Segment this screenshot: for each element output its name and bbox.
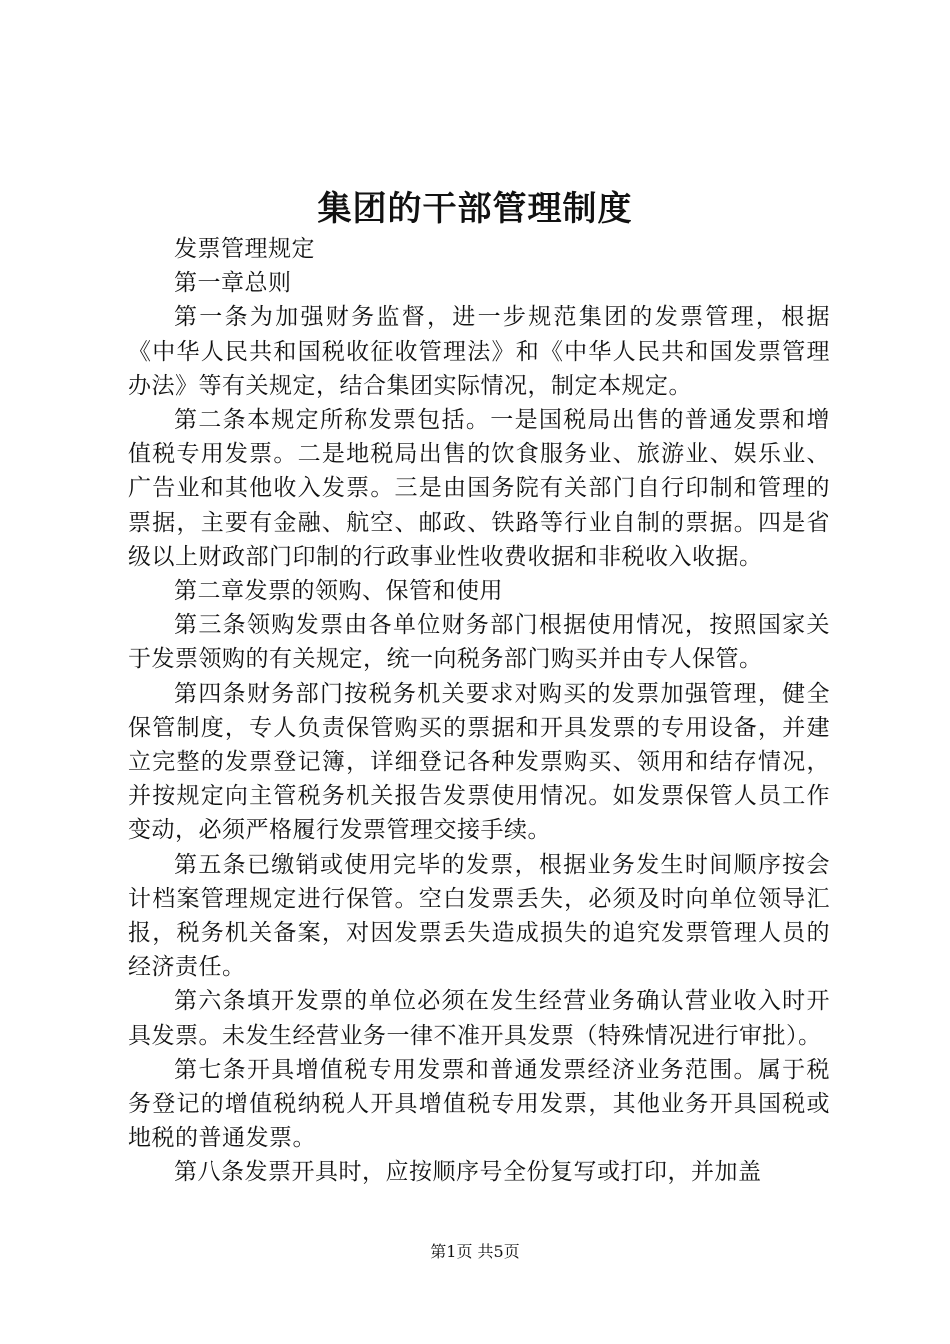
article-paragraph: 第七条开具增值税专用发票和普通发票经济业务范围。属于税务登记的增值税纳税人开具增值税专用发票，其他业务开具国税或地税的普通发票。 <box>128 1056 830 1152</box>
article-paragraph: 第二条本规定所称发票包括。一是国税局出售的普通发票和增值税专用发票。二是地税局出售的饮食服务业、旅游业、娱乐业、广告业和其他收入发票。三是由国务院有关部门自行印制和管理的票据，主要有金融、航空、邮政、铁路等行业自制的票据。四是省级以上财政部门印制的行政事业性收费收据和非税收入收据。 <box>128 407 830 570</box>
article-paragraph: 第六条填开发票的单位必须在发生经营业务确认营业收入时开具发票。未发生经营业务一律不准开具发票（特殊情况进行审批）。 <box>128 988 830 1049</box>
article-paragraph: 第三条领购发票由各单位财务部门根据使用情况，按照国家关于发票领购的有关规定，统一向税务部门购买并由专人保管。 <box>128 612 830 673</box>
article-paragraph: 第一条为加强财务监督，进一步规范集团的发票管理，根据《中华人民共和国税收征收管理法》和《中华人民共和国发票管理办法》等有关规定，结合集团实际情况，制定本规定。 <box>128 304 830 399</box>
chapter-heading: 第二章发票的领购、保管和使用 <box>174 578 503 605</box>
article-paragraph: 第四条财务部门按税务机关要求对购买的发票加强管理，健全保管制度，专人负责保管购买的票据和开具发票的专用设备，并建立完整的发票登记簿，详细登记各种发票购买、领用和结存情况，并按规定向主管税务机关报告发票使用情况。如发票保管人员工作变动，必须严格履行发票管理交接手续。 <box>128 680 830 844</box>
article-paragraph: 第五条已缴销或使用完毕的发票，根据业务发生时间顺序按会计档案管理规定进行保管。空白发票丢失，必须及时向单位领导汇报，税务机关备案，对因发票丢失造成损失的追究发票管理人员的经济责任。 <box>128 851 830 981</box>
document-title: 集团的干部管理制度 <box>317 189 633 229</box>
document-body <box>128 232 830 1190</box>
paragraph-heading: 发票管理规定 <box>174 236 315 262</box>
page-number-footer: 第1页 共5页 <box>430 1242 520 1261</box>
chapter-heading: 第一章总则 <box>174 270 292 297</box>
article-paragraph: 第八条发票开具时，应按顺序号全份复写或打印，并加盖 <box>174 1159 762 1186</box>
